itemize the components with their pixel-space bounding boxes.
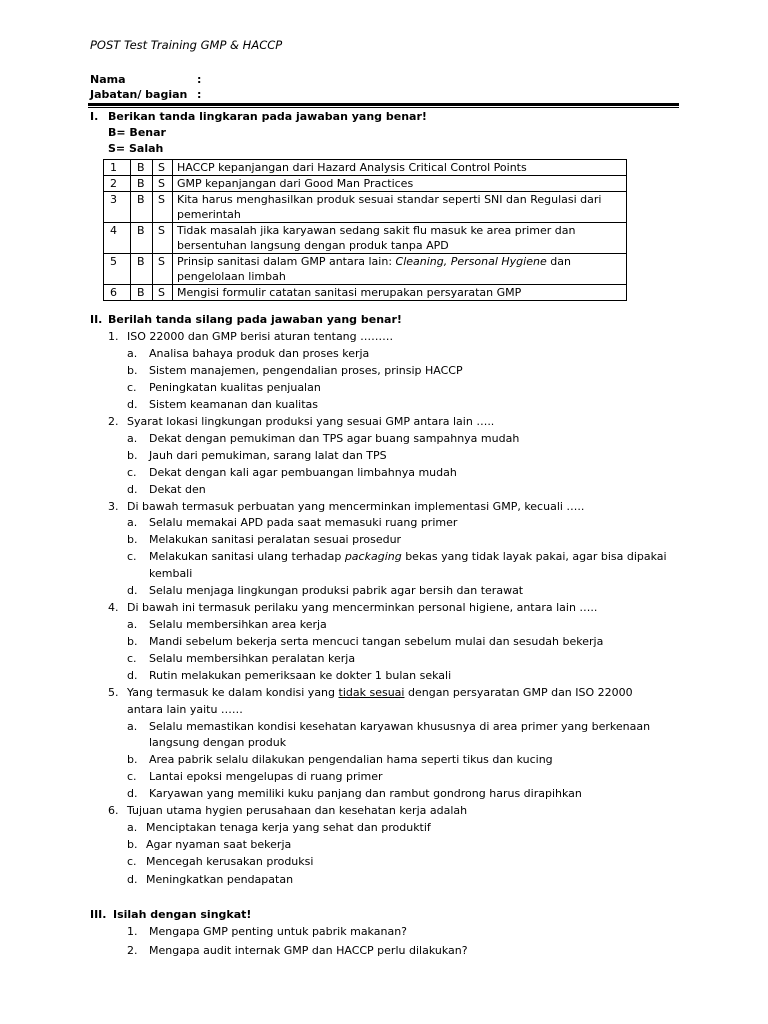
question-text: Di bawah termasuk perbuatan yang mencerminkan implementasi GMP, kecuali ….. (127, 500, 585, 513)
option-text: Sistem keamanan dan kualitas (149, 398, 319, 411)
option-letter[interactable]: d. (127, 787, 138, 800)
table-row (104, 223, 627, 254)
option-b[interactable]: B (131, 160, 153, 176)
option-s[interactable]: S (153, 176, 173, 192)
option-letter[interactable]: a. (127, 618, 138, 631)
option-text-continued: kembali (149, 567, 193, 580)
option-text: Selalu memastikan kondisi kesehatan karyawan khususnya di area primer yang berkenaan (149, 720, 651, 733)
question-number: 2. (127, 944, 138, 957)
option-text: Peningkatan kualitas penjualan (149, 381, 321, 394)
option-text: Agar nyaman saat bekerja (146, 838, 292, 851)
question-number: 3. (108, 500, 119, 513)
option-text: Analisa bahaya produk dan proses kerja (149, 347, 370, 360)
document-title: POST Test Training GMP & HACCP (90, 38, 283, 52)
option-b[interactable]: B (131, 254, 153, 285)
option-text: Selalu memakai APD pada saat memasuki ruang primer (149, 516, 458, 529)
statement: HACCP kepanjangan dari Hazard Analysis Critical Control Points (173, 160, 627, 176)
option-letter[interactable]: b. (127, 753, 138, 766)
option-letter[interactable]: d. (127, 669, 138, 682)
row-number: 3 (104, 192, 131, 223)
option-b[interactable]: B (131, 192, 153, 223)
statement: Kita harus menghasilkan produk sesuai standar seperti SNI dan Regulasi dari pemerintah (173, 192, 627, 223)
option-letter[interactable]: a. (127, 347, 138, 360)
option-s[interactable]: S (153, 192, 173, 223)
row-number: 4 (104, 223, 131, 254)
option-letter[interactable]: c. (127, 381, 137, 394)
option-letter[interactable]: c. (127, 770, 137, 783)
statement: GMP kepanjangan dari Good Man Practices (173, 176, 627, 192)
question-number: 1. (127, 925, 138, 938)
section2-title: Berilah tanda silang pada jawaban yang benar! (108, 313, 402, 326)
option-letter[interactable]: c. (127, 652, 137, 665)
question-text: Di bawah ini termasuk perilaku yang mencerminkan personal higiene, antara lain ….. (127, 601, 598, 614)
option-text: Selalu membersihkan area kerja (149, 618, 327, 631)
option-s[interactable]: S (153, 223, 173, 254)
option-letter[interactable]: a. (127, 821, 138, 834)
section2-number: II. (90, 313, 103, 326)
option-letter[interactable]: a. (127, 516, 138, 529)
option-letter[interactable]: c. (127, 855, 137, 868)
option-text: Karyawan yang memiliki kuku panjang dan rambut gondrong harus dirapihkan (149, 787, 582, 800)
option-letter[interactable]: a. (127, 432, 138, 445)
statement: Tidak masalah jika karyawan sedang sakit flu masuk ke area primer dan bersentuhan langsung dengan produk tanpa APD (173, 223, 627, 254)
option-s[interactable]: S (153, 160, 173, 176)
header-divider-thin (88, 107, 679, 108)
option-letter[interactable]: d. (127, 483, 138, 496)
question-number: 2. (108, 415, 119, 428)
section3-title: Isilah dengan singkat! (113, 908, 252, 921)
option-text: Dekat dengan pemukiman dan TPS agar buang sampahnya mudah (149, 432, 520, 445)
option-b[interactable]: B (131, 223, 153, 254)
option-letter[interactable]: c. (127, 466, 137, 479)
option-text: Dekat dengan kali agar pembuangan limbahnya mudah (149, 466, 457, 479)
option-text: Rutin melakukan pemeriksaan ke dokter 1 bulan sekali (149, 669, 452, 682)
option-b[interactable]: B (131, 285, 153, 301)
statement: Prinsip sanitasi dalam GMP antara lain: Cleaning, Personal Hygiene dan pengelolaan limbah (173, 254, 627, 285)
section1-number: I. (90, 110, 99, 123)
option-text: Melakukan sanitasi ulang terhadap packaging bekas yang tidak layak pakai, agar bisa dipakai (149, 550, 667, 563)
option-letter[interactable]: b. (127, 449, 138, 462)
option-text: Sistem manajemen, pengendalian proses, prinsip HACCP (149, 364, 463, 377)
table-row (104, 192, 627, 223)
option-s[interactable]: S (153, 285, 173, 301)
section1-title: Berikan tanda lingkaran pada jawaban yang benar! (108, 110, 427, 123)
option-letter[interactable]: a. (127, 720, 138, 733)
option-letter[interactable]: b. (127, 838, 138, 851)
legend-salah: S= Salah (108, 142, 164, 155)
row-number: 1 (104, 160, 131, 176)
option-letter[interactable]: b. (127, 533, 138, 546)
option-text: Melakukan sanitasi peralatan sesuai prosedur (149, 533, 402, 546)
question-text: Mengapa GMP penting untuk pabrik makanan? (149, 925, 408, 938)
question-number: 5. (108, 686, 119, 699)
question-text: Mengapa audit internak GMP dan HACCP perlu dilakukan? (149, 944, 468, 957)
table-row (104, 254, 627, 285)
option-text: Selalu membersihkan peralatan kerja (149, 652, 356, 665)
option-letter[interactable]: d. (127, 873, 138, 886)
question-text: Tujuan utama hygien perusahaan dan kesehatan kerja adalah (127, 804, 468, 817)
option-letter[interactable]: b. (127, 635, 138, 648)
question-text-continued: antara lain yaitu …… (127, 703, 243, 716)
legend-benar: B= Benar (108, 126, 166, 139)
option-letter[interactable]: c. (127, 550, 137, 563)
question-number: 1. (108, 330, 119, 343)
question-text: ISO 22000 dan GMP berisi aturan tentang ……… (127, 330, 394, 343)
option-s[interactable]: S (153, 254, 173, 285)
jabatan-label: Jabatan/ bagian (90, 88, 188, 101)
question-number: 4. (108, 601, 119, 614)
option-letter[interactable]: b. (127, 364, 138, 377)
option-text: Mandi sebelum bekerja serta mencuci tangan sebelum mulai dan sesudah bekerja (149, 635, 604, 648)
nama-colon: : (197, 73, 202, 86)
table-row (104, 285, 627, 301)
option-letter[interactable]: d. (127, 398, 138, 411)
option-letter[interactable]: d. (127, 584, 138, 597)
option-text: Dekat den (149, 483, 206, 496)
question-text: Syarat lokasi lingkungan produksi yang sesuai GMP antara lain ….. (127, 415, 495, 428)
header-divider (88, 103, 679, 106)
nama-label: Nama (90, 73, 126, 86)
table-row (104, 160, 627, 176)
option-text: Area pabrik selalu dilakukan pengendalian hama seperti tikus dan kucing (149, 753, 553, 766)
statement: Mengisi formulir catatan sanitasi merupakan persyaratan GMP (173, 285, 627, 301)
true-false-table (103, 159, 627, 301)
jabatan-colon: : (197, 88, 202, 101)
section3-number: III. (90, 908, 107, 921)
row-number: 6 (104, 285, 131, 301)
table-row (104, 176, 627, 192)
option-text: Meningkatkan pendapatan (146, 873, 294, 886)
option-text-continued: langsung dengan produk (149, 736, 287, 749)
row-number: 5 (104, 254, 131, 285)
option-text: Mencegah kerusakan produksi (146, 855, 314, 868)
option-text: Selalu menjaga lingkungan produksi pabrik agar bersih dan terawat (149, 584, 524, 597)
row-number: 2 (104, 176, 131, 192)
option-text: Jauh dari pemukiman, sarang lalat dan TPS (149, 449, 387, 462)
option-text: Menciptakan tenaga kerja yang sehat dan produktif (146, 821, 431, 834)
option-text: Lantai epoksi mengelupas di ruang primer (149, 770, 383, 783)
question-text: Yang termasuk ke dalam kondisi yang tidak sesuai dengan persyaratan GMP dan ISO 22000 (127, 686, 633, 699)
option-b[interactable]: B (131, 176, 153, 192)
question-number: 6. (108, 804, 119, 817)
